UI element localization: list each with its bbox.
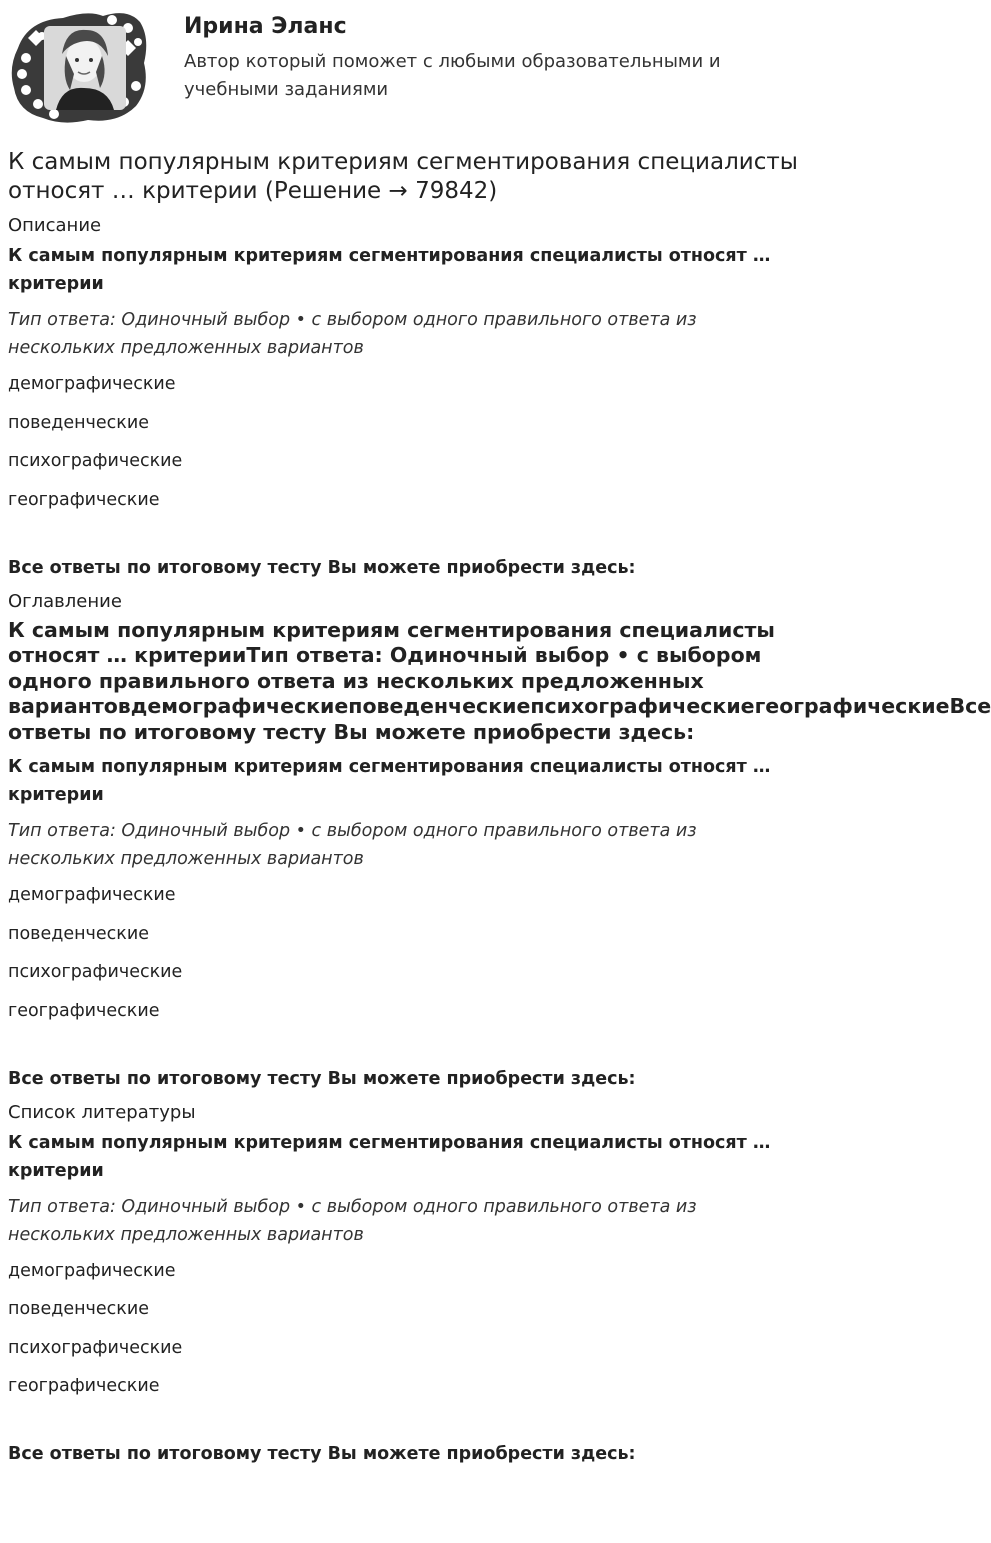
answer-type	[8, 817, 839, 873]
toc-line: одного правильного ответа из нескольких предложенных	[8, 668, 704, 693]
question-text	[8, 1129, 839, 1185]
literature-label: Список литературы	[8, 1101, 196, 1123]
option-item: поведенческие	[8, 412, 149, 433]
author-description-line-2: учебными заданиями	[184, 79, 389, 100]
author-description	[184, 48, 824, 104]
option-item: демографические	[8, 374, 176, 394]
avatar-film-frame-icon	[8, 8, 150, 126]
buy-answers-note: Все ответы по итоговому тесту Вы можете приобрести здесь:	[8, 1444, 636, 1464]
question-text	[8, 242, 839, 298]
question-line-2: критерии	[8, 274, 104, 294]
toc-section	[8, 590, 991, 1093]
option-item: демографические	[8, 885, 176, 905]
option-item: поведенческие	[8, 1299, 149, 1319]
toc-label: Оглавление	[8, 590, 122, 612]
answer-type	[8, 306, 839, 362]
toc-line: ответы по итоговому тесту Вы можете приобрести здесь:	[8, 719, 695, 744]
option-item: психографические	[8, 962, 183, 982]
author-description-line-1: Автор который поможет с любыми образовательными и	[184, 51, 721, 72]
question-line-1: К самым популярным критериям сегментирования специалисты относят …	[8, 1132, 771, 1153]
main-content	[0, 148, 991, 1468]
literature-section	[8, 1101, 839, 1469]
answer-type-line-2: нескольких предложенных вариантов	[8, 1224, 364, 1245]
answer-type	[8, 1193, 839, 1249]
question-line-1: К самым популярным критериям сегментирования специалисты относят …	[8, 757, 771, 777]
description-section	[8, 214, 839, 582]
buy-answers-note: Все ответы по итоговому тесту Вы можете приобрести здесь:	[8, 1068, 636, 1089]
toc-heading	[8, 617, 991, 746]
option-item: географические	[8, 489, 160, 510]
question-line-2: критерии	[8, 785, 104, 805]
question-text	[8, 753, 839, 809]
author-info	[184, 12, 824, 104]
answer-type-line-1: Тип ответа: Одиночный выбор • с выбором одного правильного ответа из	[8, 821, 697, 841]
option-item: поведенческие	[8, 923, 149, 944]
description-label: Описание	[8, 215, 102, 236]
answer-type-line-1: Тип ответа: Одиночный выбор • с выбором одного правильного ответа из	[8, 1196, 697, 1217]
page-title	[8, 148, 839, 206]
buy-answers-note: Все ответы по итоговому тесту Вы можете приобрести здесь:	[8, 557, 636, 578]
page-title-line-2: относят … критерии (Решение → 79842)	[8, 178, 498, 204]
question-line-1: К самым популярным критериям сегментирования специалисты относят …	[8, 246, 771, 266]
option-item: демографические	[8, 1260, 176, 1281]
toc-line: вариантовдемографическиеповеденческиепсихографическиегеографическиеВсе	[8, 694, 991, 718]
avatar[interactable]	[8, 8, 150, 126]
question-line-2: критерии	[8, 1160, 104, 1181]
option-item: психографические	[8, 451, 183, 471]
answer-type-line-1: Тип ответа: Одиночный выбор • с выбором одного правильного ответа из	[8, 310, 697, 330]
answer-type-line-2: нескольких предложенных вариантов	[8, 338, 364, 358]
option-item: географические	[8, 1000, 160, 1021]
answer-type-line-2: нескольких предложенных вариантов	[8, 849, 364, 869]
option-item: психографические	[8, 1337, 183, 1358]
author-header	[0, 0, 847, 140]
page-title-line-1: К самым популярным критериям сегментирования специалисты	[8, 149, 798, 175]
author-name[interactable]: Ирина Эланс	[184, 14, 347, 39]
toc-line: К самым популярным критериям сегментирования специалисты	[8, 617, 775, 642]
toc-line: относят … критерииТип ответа: Одиночный выбор • с выбором	[8, 643, 762, 667]
option-item: географические	[8, 1376, 160, 1396]
